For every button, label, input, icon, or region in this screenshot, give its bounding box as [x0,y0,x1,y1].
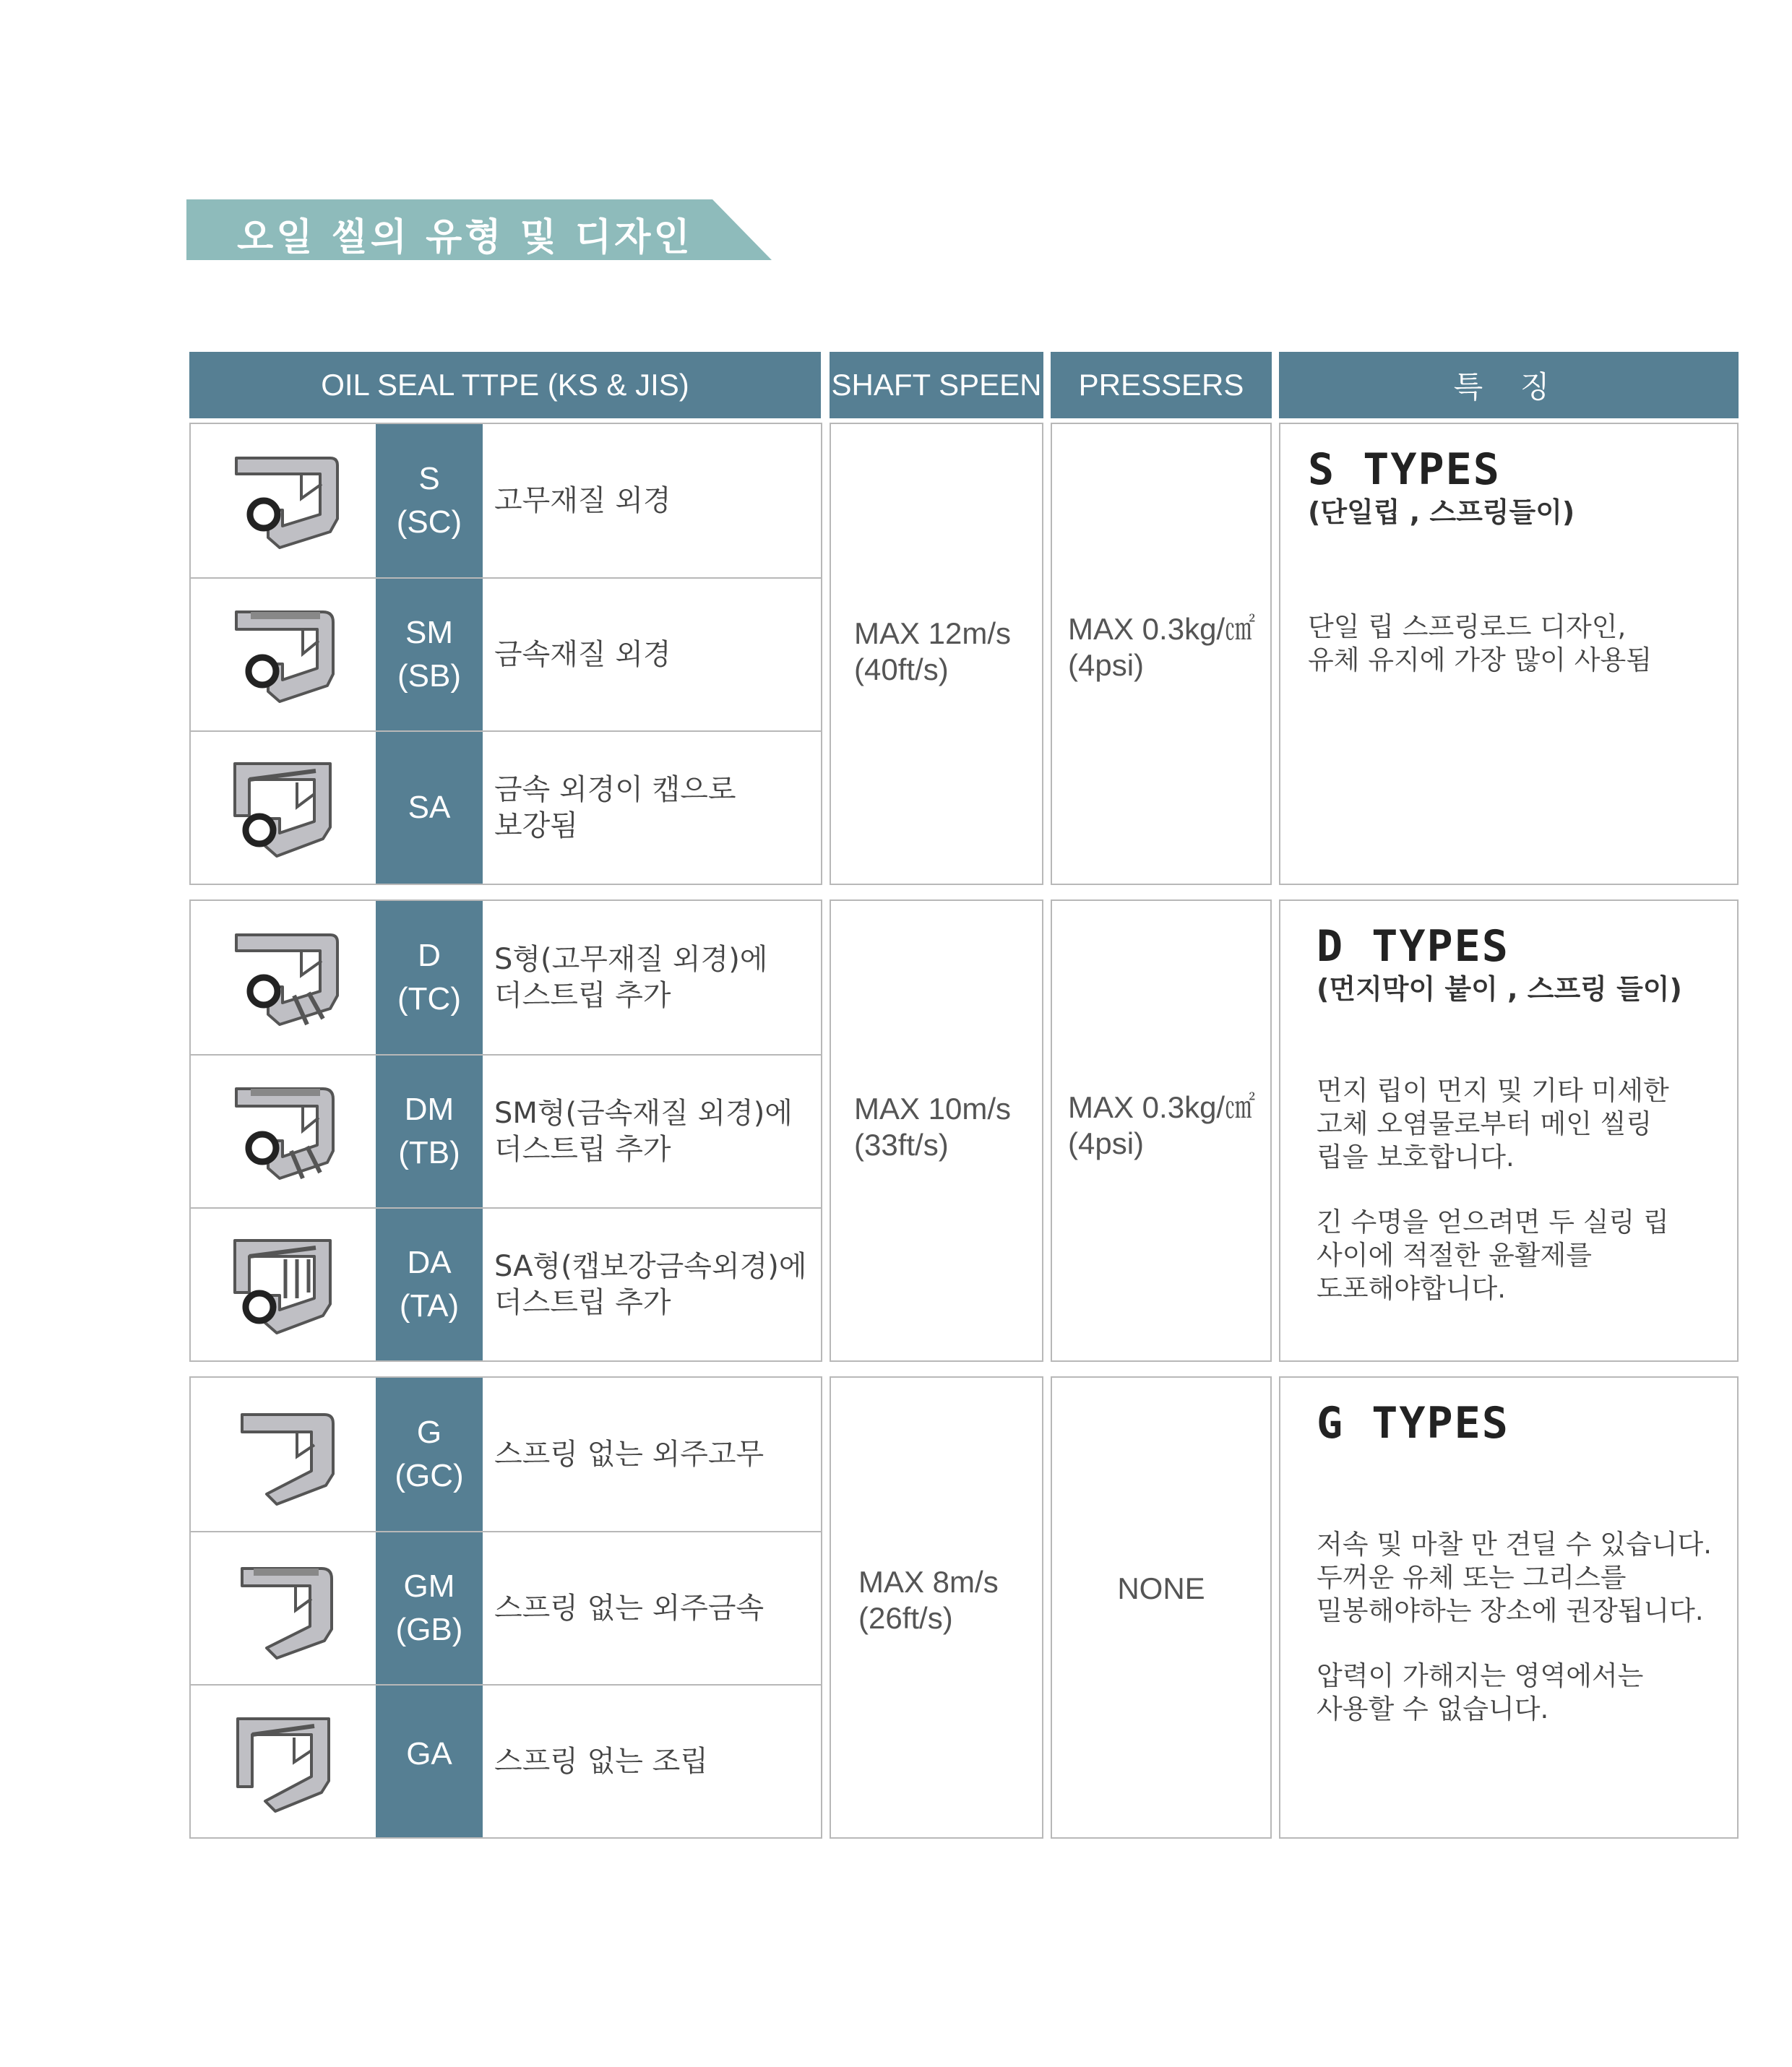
seal-dm-icon [191,1056,376,1207]
header-shaft-speed: SHAFT SPEEN [830,352,1043,418]
section-title: 오일 씰의 유형 및 디자인 [237,216,693,259]
code-da: DA (TA) [399,1245,460,1324]
s-pressure-value: MAX 0.3kg/㎠ (4psi) [1068,612,1256,682]
g-feature-body-2: 압력이 가해지는 영역에서는 사용할 수 없습니다. [1317,1660,1644,1725]
desc-g: 스프링 없는 외주고무 [494,1438,764,1471]
d-pressure-value: MAX 0.3kg/㎠ (4psi) [1068,1090,1256,1160]
g-speed-value: MAX 8m/s (26ft/s) [858,1565,999,1635]
seal-sm-icon [191,579,376,730]
code-s: S (SC) [396,461,462,540]
desc-da: SA형(캡보강금속외경)에 더스트립 추가 [494,1250,807,1319]
seal-d-icon [191,901,376,1054]
desc-dm: SM형(금속재질 외경)에 더스트립 추가 [494,1097,793,1166]
section-title-banner [186,199,772,260]
g-pressure-value: NONE [1117,1571,1205,1605]
d-feature-body: 먼지 립이 먼지 및 기타 미세한 고체 오염물로부터 메인 씰링 립을 보호합니다. [1317,1075,1669,1173]
code-dm: DM (TB) [398,1092,460,1170]
seal-gm-icon [191,1532,376,1684]
s-feature-body: 단일 립 스프링로드 디자인, 유체 유지에 가장 많이 사용됨 [1308,611,1652,676]
seal-g-icon [191,1378,376,1531]
s-feature-title: S TYPES [1308,444,1501,495]
code-d: D (TC) [397,938,461,1017]
seal-s-icon [191,424,376,577]
desc-d: S형(고무재질 외경)에 더스트립 추가 [494,943,768,1012]
d-feature-body-2: 긴 수명을 얻으려면 두 실링 립 사이에 적절한 윤활제를 도포해야합니다. [1317,1207,1669,1304]
header-pressure: PRESSERS [1051,352,1272,418]
d-feature-subtitle: (먼지막이 붙이 , 스프링 들이) [1317,973,1682,1005]
code-sa: SA [408,790,451,825]
g-feature [1317,1398,1765,1726]
d-feature-title: D TYPES [1317,921,1509,972]
header-feature: 특 징 [1279,352,1739,418]
desc-sm: 금속재질 외경 [494,638,671,671]
d-speed-value: MAX 10m/s (33ft/s) [854,1092,1012,1162]
code-gm: GM (GB) [395,1568,463,1647]
g-feature-title: G TYPES [1317,1398,1509,1449]
g-feature-body: 저속 및 마찰 만 견딜 수 있습니다. 두꺼운 유체 또는 그리스를 밀봉해야하는 장소에 권장됩니다. [1317,1529,1712,1626]
d-feature [1317,921,1765,1306]
code-g: G (GC) [395,1415,464,1493]
seal-da-icon [191,1209,376,1360]
seal-sa-icon [191,732,376,884]
header-oil-seal-type: OIL SEAL TTPE (KS & JIS) [189,352,821,418]
s-feature-subtitle: (단일립 , 스프링들이) [1308,496,1575,528]
desc-sa: 금속 외경이 캡으로 보강됨 [494,773,736,842]
g-pressure-cell [1051,1376,1272,1839]
desc-s: 고무재질 외경 [494,484,671,517]
s-feature [1308,444,1756,677]
s-speed-value: MAX 12m/s (40ft/s) [854,616,1012,686]
seal-ga-icon [191,1686,376,1837]
desc-gm: 스프링 없는 외주금속 [494,1592,764,1625]
code-ga: GA [406,1736,452,1772]
code-sm: SM (SB) [397,615,461,694]
desc-ga: 스프링 없는 조립 [494,1745,708,1778]
